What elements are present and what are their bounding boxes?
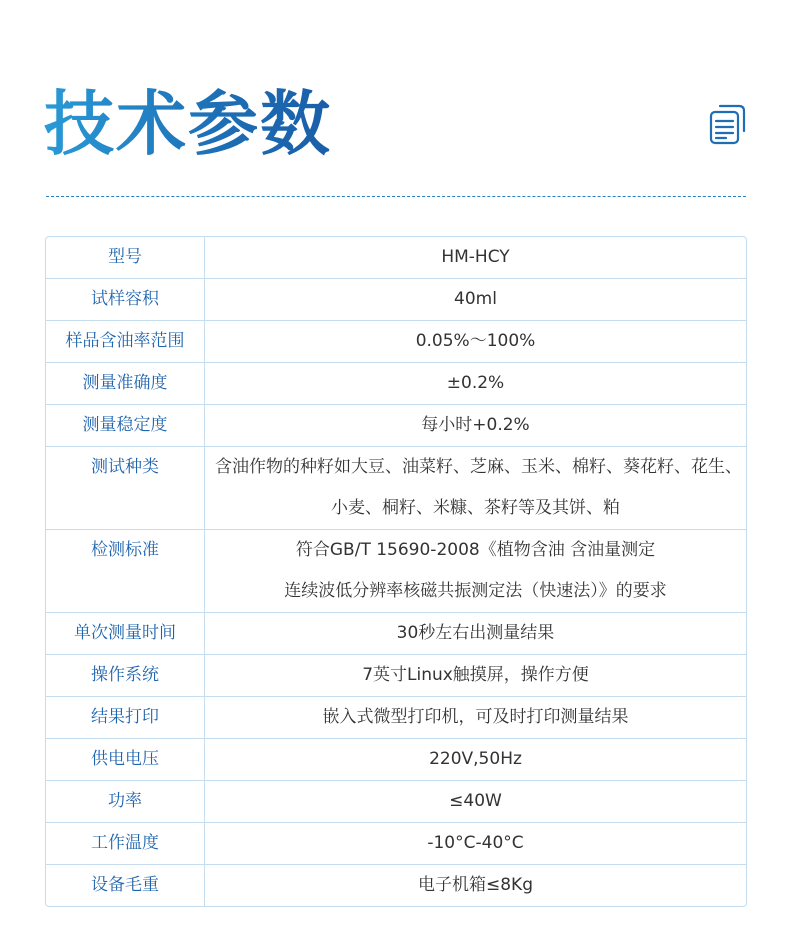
spec-value-line: 40ml — [454, 289, 497, 309]
spec-value — [205, 697, 747, 739]
table-row — [46, 865, 746, 907]
spec-value-line: ±0.2% — [446, 373, 505, 393]
table-row — [46, 279, 746, 321]
spec-value — [205, 447, 747, 530]
spec-value-line: -10°C-40°C — [427, 833, 524, 853]
spec-label: 操作系统 — [46, 655, 205, 697]
table-row — [46, 237, 746, 279]
document-icon — [706, 103, 748, 145]
spec-value — [205, 655, 747, 697]
spec-label: 检测标准 — [46, 530, 205, 613]
spec-label: 供电电压 — [46, 739, 205, 781]
spec-value-line: ≤40W — [449, 791, 502, 811]
spec-value-line: HM-HCY — [441, 247, 510, 267]
spec-value — [205, 530, 747, 613]
spec-value — [205, 781, 747, 823]
table-row — [46, 697, 746, 739]
table-row — [46, 321, 746, 363]
page-title: 技术参数 — [44, 83, 332, 165]
table-row — [46, 447, 746, 530]
spec-value-line: 含油作物的种籽如大豆、油菜籽、芝麻、玉米、棉籽、葵花籽、花生、 — [215, 457, 742, 477]
specs-table — [45, 236, 747, 907]
spec-value-line: 220V,50Hz — [429, 749, 522, 769]
spec-value-line: 电子机箱≤8Kg — [418, 875, 533, 895]
spec-label: 测试种类 — [46, 447, 205, 530]
spec-value — [205, 823, 747, 865]
spec-value — [205, 865, 747, 907]
spec-label: 型号 — [46, 237, 205, 279]
spec-label: 测量准确度 — [46, 363, 205, 405]
spec-label: 结果打印 — [46, 697, 205, 739]
spec-value-line: 连续波低分辨率核磁共振测定法（快速法）》的要求 — [284, 581, 667, 601]
spec-label: 设备毛重 — [46, 865, 205, 907]
spec-value — [205, 405, 747, 447]
spec-value — [205, 279, 747, 321]
spec-value — [205, 237, 747, 279]
spec-value-line: 符合GB/T 15690-2008《植物含油 含油量测定 — [295, 540, 656, 560]
table-row — [46, 530, 746, 613]
spec-value-line: 小麦、桐籽、米糠、茶籽等及其饼、粕 — [331, 498, 620, 518]
table-row — [46, 363, 746, 405]
spec-value-line: 每小时+0.2% — [421, 415, 530, 435]
spec-label: 试样容积 — [46, 279, 205, 321]
spec-value-line: 7英寸Linux触摸屏，操作方便 — [362, 665, 589, 685]
table-row — [46, 405, 746, 447]
spec-value — [205, 321, 747, 363]
table-row — [46, 781, 746, 823]
specs-table-body — [46, 237, 746, 906]
spec-label: 功率 — [46, 781, 205, 823]
table-row — [46, 739, 746, 781]
spec-value — [205, 739, 747, 781]
spec-label: 工作温度 — [46, 823, 205, 865]
table-row — [46, 613, 746, 655]
spec-label: 样品含油率范围 — [46, 321, 205, 363]
table-row — [46, 823, 746, 865]
spec-value-line: 30秒左右出测量结果 — [396, 623, 555, 643]
spec-value — [205, 613, 747, 655]
title-divider — [46, 196, 746, 197]
spec-label: 测量稳定度 — [46, 405, 205, 447]
table-row — [46, 655, 746, 697]
spec-value-line: 嵌入式微型打印机，可及时打印测量结果 — [322, 707, 629, 727]
spec-value — [205, 363, 747, 405]
spec-label: 单次测量时间 — [46, 613, 205, 655]
spec-value-line: 0.05%～100% — [415, 331, 536, 351]
